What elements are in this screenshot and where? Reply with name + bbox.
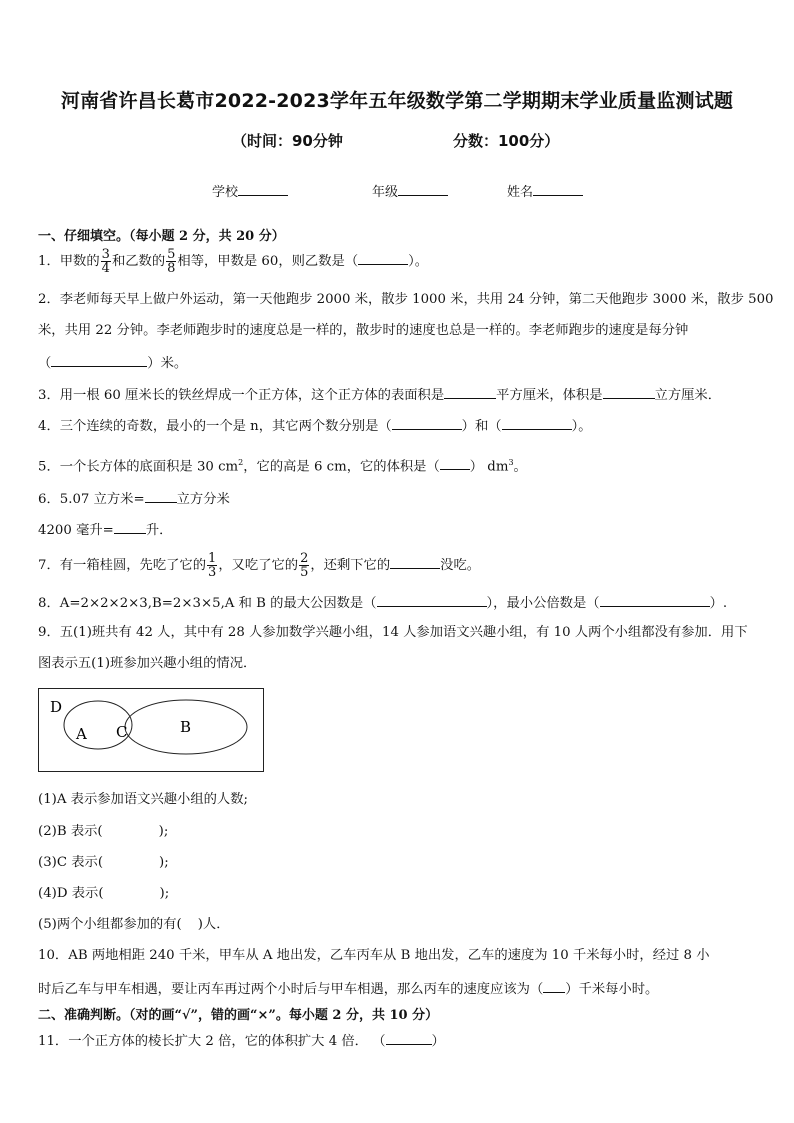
question-9-sub-4: (4)D 表示( ); (38, 886, 170, 901)
venn-label-d: D (50, 698, 63, 716)
venn-diagram (38, 688, 264, 772)
section-2-heading: 二、准确判断。（对的画“√”，错的画“×”。每小题 2 分，共 10 分） (38, 1008, 439, 1023)
question-6-line-2: 4200 毫升= 升． (38, 519, 172, 541)
question-9-sub-2: (2)B 表示( ); (38, 824, 169, 839)
question-2-line-1: 2．李老师每天早上做户外运动，第一天他跑步 2000 米，散步 1000 米，共用 24 分钟，第二天他跑步 3000 米，散步 500 (38, 292, 774, 307)
exam-score: 分数：100分） (453, 132, 560, 150)
question-7: 7．有一箱桂圆，先吃了它的 $\frac{1}{3}$ ，又吃了它的 $\frac{2}{5}$ ，还剩下它的 没吃。 (38, 551, 481, 580)
question-2-line-2: 米，共用 22 分钟。李老师跑步时的速度总是一样的，散步时的速度也总是一样的。李老师跑步的速度是每分钟 (38, 323, 689, 338)
venn-label-a: A (76, 725, 87, 743)
question-3: 3．用一根 60 厘米长的铁丝焊成一个正方体，这个正方体的表面积是 平方厘米，体积是 立方厘米． (38, 384, 721, 406)
question-4: 4．三个连续的奇数，最小的一个是 n，其它两个数分别是（ ）和（ ）。 (38, 415, 592, 437)
question-10-line-1: 10．AB 两地相距 240 千米，甲车从 A 地出发，乙车丙车从 B 地出发，乙车的速度为 10 千米每小时，经过 8 小 (38, 948, 710, 963)
question-2-line-3: （ ）米。 (38, 352, 187, 374)
venn-label-c: C (116, 723, 128, 741)
school-field: 学校 (212, 181, 288, 200)
fraction: $\frac{3}{4}$ (101, 247, 110, 276)
grade-field: 年级 (372, 181, 448, 200)
question-10-line-2: 时后乙车与甲车相遇，要让丙车再过两个小时后与甲车相遇，那么丙车的速度应该为（ ）千米每小时。 (38, 978, 658, 1000)
fraction: $\frac{1}{3}$ (208, 551, 217, 580)
venn-label-b: B (180, 718, 192, 736)
fraction: $\frac{2}{5}$ (300, 551, 309, 580)
question-9-line-2: 图表示五(1)班参加兴趣小组的情况． (38, 656, 257, 671)
name-field: 姓名 (507, 181, 583, 200)
question-5: 5．一个长方体的底面积是 30 $cm^2$，它的高是 6 cm，它的体积是（ ） $dm^3$。 (38, 453, 527, 477)
question-6-line-1: 6．5.07 立方米= 立方分米 (38, 488, 230, 510)
question-9-sub-5: (5)两个小组都参加的有( )人． (38, 917, 230, 932)
question-9-line-1: 9．五(1)班共有 42 人，其中有 28 人参加数学兴趣小组，14 人参加语文兴趣小组，有 10 人两个小组都没有参加．用下 (38, 625, 748, 640)
question-1: 1．甲数的 $\frac{3}{4}$ 和乙数的 $\frac{5}{8}$ 相等，甲数是 60，则乙数是（ ）。 (38, 247, 429, 276)
venn-frame (39, 689, 264, 772)
page-title: 河南省许昌长葛市2022-2023学年五年级数学第二学期期末学业质量监测试题 (60, 90, 734, 112)
question-11: 11．一个正方体的棱长扩大 2 倍，它的体积扩大 4 倍． （ ） (38, 1030, 445, 1052)
exam-time: （时间：90分钟 (232, 132, 343, 150)
question-9-sub-3: (3)C 表示( ); (38, 855, 169, 870)
question-8: 8．A=2×2×2×3,B=2×3×5,A 和 B 的最大公因数是（ ），最小公倍数是（ ）. (38, 592, 727, 614)
question-9-sub-1: (1)A 表示参加语文兴趣小组的人数; (38, 792, 249, 807)
fraction: $\frac{5}{8}$ (167, 247, 176, 276)
section-1-heading: 一、仔细填空。（每小题 2 分，共 20 分） (38, 229, 285, 244)
